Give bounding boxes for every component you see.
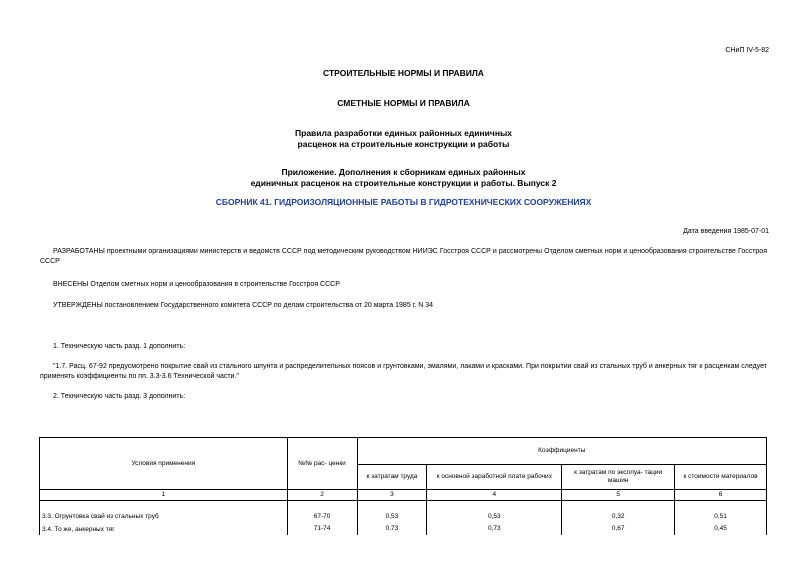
paragraph-section3 (40, 392, 767, 402)
paragraph-developed (40, 247, 767, 267)
col-number: 3 (357, 490, 427, 501)
table-row (40, 522, 767, 535)
row-materials: 0,51 (675, 501, 767, 523)
table-row (40, 501, 767, 523)
coefficients-table (39, 437, 767, 535)
paragraph-introduced-text: ВНЕСЕНЫ Отделом сметных норм и ценообразования в строительстве Госстроя СССР (53, 281, 340, 288)
header-conditions: Условия применения (40, 438, 288, 490)
row-machines: 0,67 (562, 522, 675, 535)
row-machines: 0,32 (562, 501, 675, 523)
paragraph-clause-1-7-text: "1.7. Расц. 67-92 предусмотрено покрытие свай из стального шпунта и распределительных поясов и грунтовками, эмалями, лаками и красками. При покрытии свай из стальных труб и анкерных тяг к расценкам следует применять коэффициенты по пп. 3.3-3.6 Технической части." (40, 363, 767, 380)
row-rates: 71-74 (287, 522, 357, 535)
row-condition: 3.3. Огрунтовка свай из стальных труб (40, 501, 288, 523)
title-estimate-norms: СМЕТНЫЕ НОРМЫ И ПРАВИЛА (337, 98, 470, 108)
row-labor: 0,73 (357, 522, 427, 535)
row-wage: 0,73 (427, 522, 562, 535)
title-rules-line1: Правила разработки единых районных единичных (295, 128, 512, 138)
title-appendix-line2: единичных расценок на строительные конструкции и работы. Выпуск 2 (250, 178, 557, 188)
header-labor: к затратам труда (357, 465, 427, 490)
row-rates: 67-70 (287, 501, 357, 523)
header-rates: №№ рас- ценки (287, 438, 357, 490)
document-code: СНиП IV-5-82 (725, 47, 769, 54)
paragraph-section3-text: 2. Техническую часть разд. 3 дополнить: (53, 393, 186, 400)
collection-title: СБОРНИК 41. ГИДРОИЗОЛЯЦИОННЫЕ РАБОТЫ В ГИДРОТЕХНИЧЕСКИХ СООРУЖЕНИЯХ (215, 197, 592, 207)
col-number: 2 (287, 490, 357, 501)
col-number: 1 (40, 490, 288, 501)
col-number: 4 (427, 490, 562, 501)
paragraph-section1 (40, 342, 767, 352)
header-wage: к основной заработной плате рабочих (427, 465, 562, 490)
title-rules-line2: расценок на строительные конструкции и работы (297, 139, 510, 149)
row-condition: 3.4. То же, анкерных тяг (40, 522, 288, 535)
paragraph-developed-text: РАЗРАБОТАНЫ проектными организациями министерств и ведомств СССР под методическим руководством НИИЭС Госстроя СССР и рассмотрены Отделом сметных норм и ценообразования строительстве Госстроя СССР (40, 248, 767, 265)
title-appendix-line1: Приложение. Дополнения к сборникам единых районных (281, 167, 526, 177)
table-header-row (40, 438, 767, 465)
header-coefficients: Коэффициенты (357, 438, 767, 465)
title-rules (0, 128, 807, 150)
header-materials: к стоимости материалов (675, 465, 767, 490)
row-labor: 0,53 (357, 501, 427, 523)
header-machines: к затратам по эксплуа- тации машин (562, 465, 675, 490)
col-number: 6 (675, 490, 767, 501)
paragraph-approved (40, 301, 767, 311)
paragraph-introduced (40, 280, 767, 290)
col-number: 5 (562, 490, 675, 501)
title-building-norms: СТРОИТЕЛЬНЫЕ НОРМЫ И ПРАВИЛА (323, 68, 484, 78)
effective-date: Дата введения 1985-07-01 (683, 228, 769, 235)
title-appendix (0, 167, 807, 189)
paragraph-section1-text: 1. Техническую часть разд. 1 дополнить: (53, 343, 186, 350)
row-wage: 0,53 (427, 501, 562, 523)
paragraph-clause-1-7 (40, 362, 767, 382)
table-numbers-row (40, 490, 767, 501)
row-materials: 0,45 (675, 522, 767, 535)
paragraph-approved-text: УТВЕРЖДЕНЫ постановлением Государственного комитета СССР по делам строительства от 20 марта 1985 г. N 34 (53, 302, 434, 309)
